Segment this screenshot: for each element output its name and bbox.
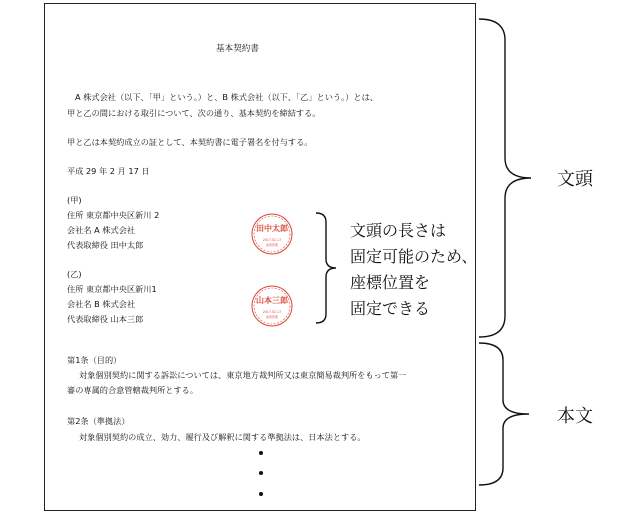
party-b-label: (乙) [67, 269, 82, 279]
contract-date: 平成 29 年 2 月 17 日 [67, 166, 150, 176]
header-brace-icon [477, 18, 535, 338]
seal-stamp-icon [250, 284, 294, 328]
party-b-address: 住所 東京都中央区新川1 [67, 284, 157, 294]
party-a-seal-subtext: 保管管理 [265, 243, 279, 247]
article-1-line-2: 審の専属的合意管轄裁判所とする。 [67, 385, 199, 395]
signature-statement: 甲と乙は本契約成立の証として、本契約書に電子署名を付与する。 [67, 137, 313, 147]
body-section-label: 本文 [557, 406, 593, 427]
seal-stamp-icon [250, 212, 294, 256]
party-a-seal-date: 2017.02.17 [262, 238, 282, 242]
party-a-representative: 代表取締役 田中太郎 [67, 240, 144, 250]
party-b-seal-subtext: 保管管理 [265, 315, 279, 319]
intro-line-2: 甲と乙の間における取引について、次の通り、基本契約を締結する。 [67, 108, 321, 118]
note-line-1: 文頭の長さは [350, 221, 447, 240]
note-line-2: 固定可能のため、 [350, 247, 478, 266]
party-a-seal-name: 田中太郎 [256, 224, 288, 233]
note-line-4: 固定できる [350, 299, 431, 318]
party-a-label: (甲) [67, 195, 82, 205]
header-section-label: 文頭 [557, 169, 593, 190]
party-b-seal-name: 山本三郎 [256, 296, 288, 305]
party-b-company: 会社名 B 株式会社 [67, 299, 136, 309]
article-2-line-1: 対象個別契約の成立、効力、履行及び解釈に関する準拠法は、日本法とする。 [79, 432, 366, 442]
small-brace-icon [314, 212, 338, 324]
article-1-line-1: 対象個別契約に関する訴訟については、東京地方裁判所又は東京簡易裁判所をもって第一 [79, 370, 407, 380]
party-b-representative: 代表取締役 山本三郎 [67, 314, 144, 324]
party-a-company: 会社名 A 株式会社 [67, 225, 136, 235]
party-b-seal-date: 2017.02.17 [262, 310, 282, 314]
party-a-address: 住所 東京都中央区新川 2 [67, 210, 160, 220]
body-brace-icon [477, 342, 535, 486]
article-2-heading: 第2条（準拠法） [67, 416, 130, 426]
note-line-3: 座標位置を [350, 273, 431, 292]
intro-line-1: A 株式会社（以下、「甲」という。）と、B 株式会社（以下、「乙」という。）とは、 [75, 92, 378, 102]
article-1-heading: 第1条（目的） [67, 355, 122, 365]
document-title: 基本契約書 [216, 44, 259, 54]
